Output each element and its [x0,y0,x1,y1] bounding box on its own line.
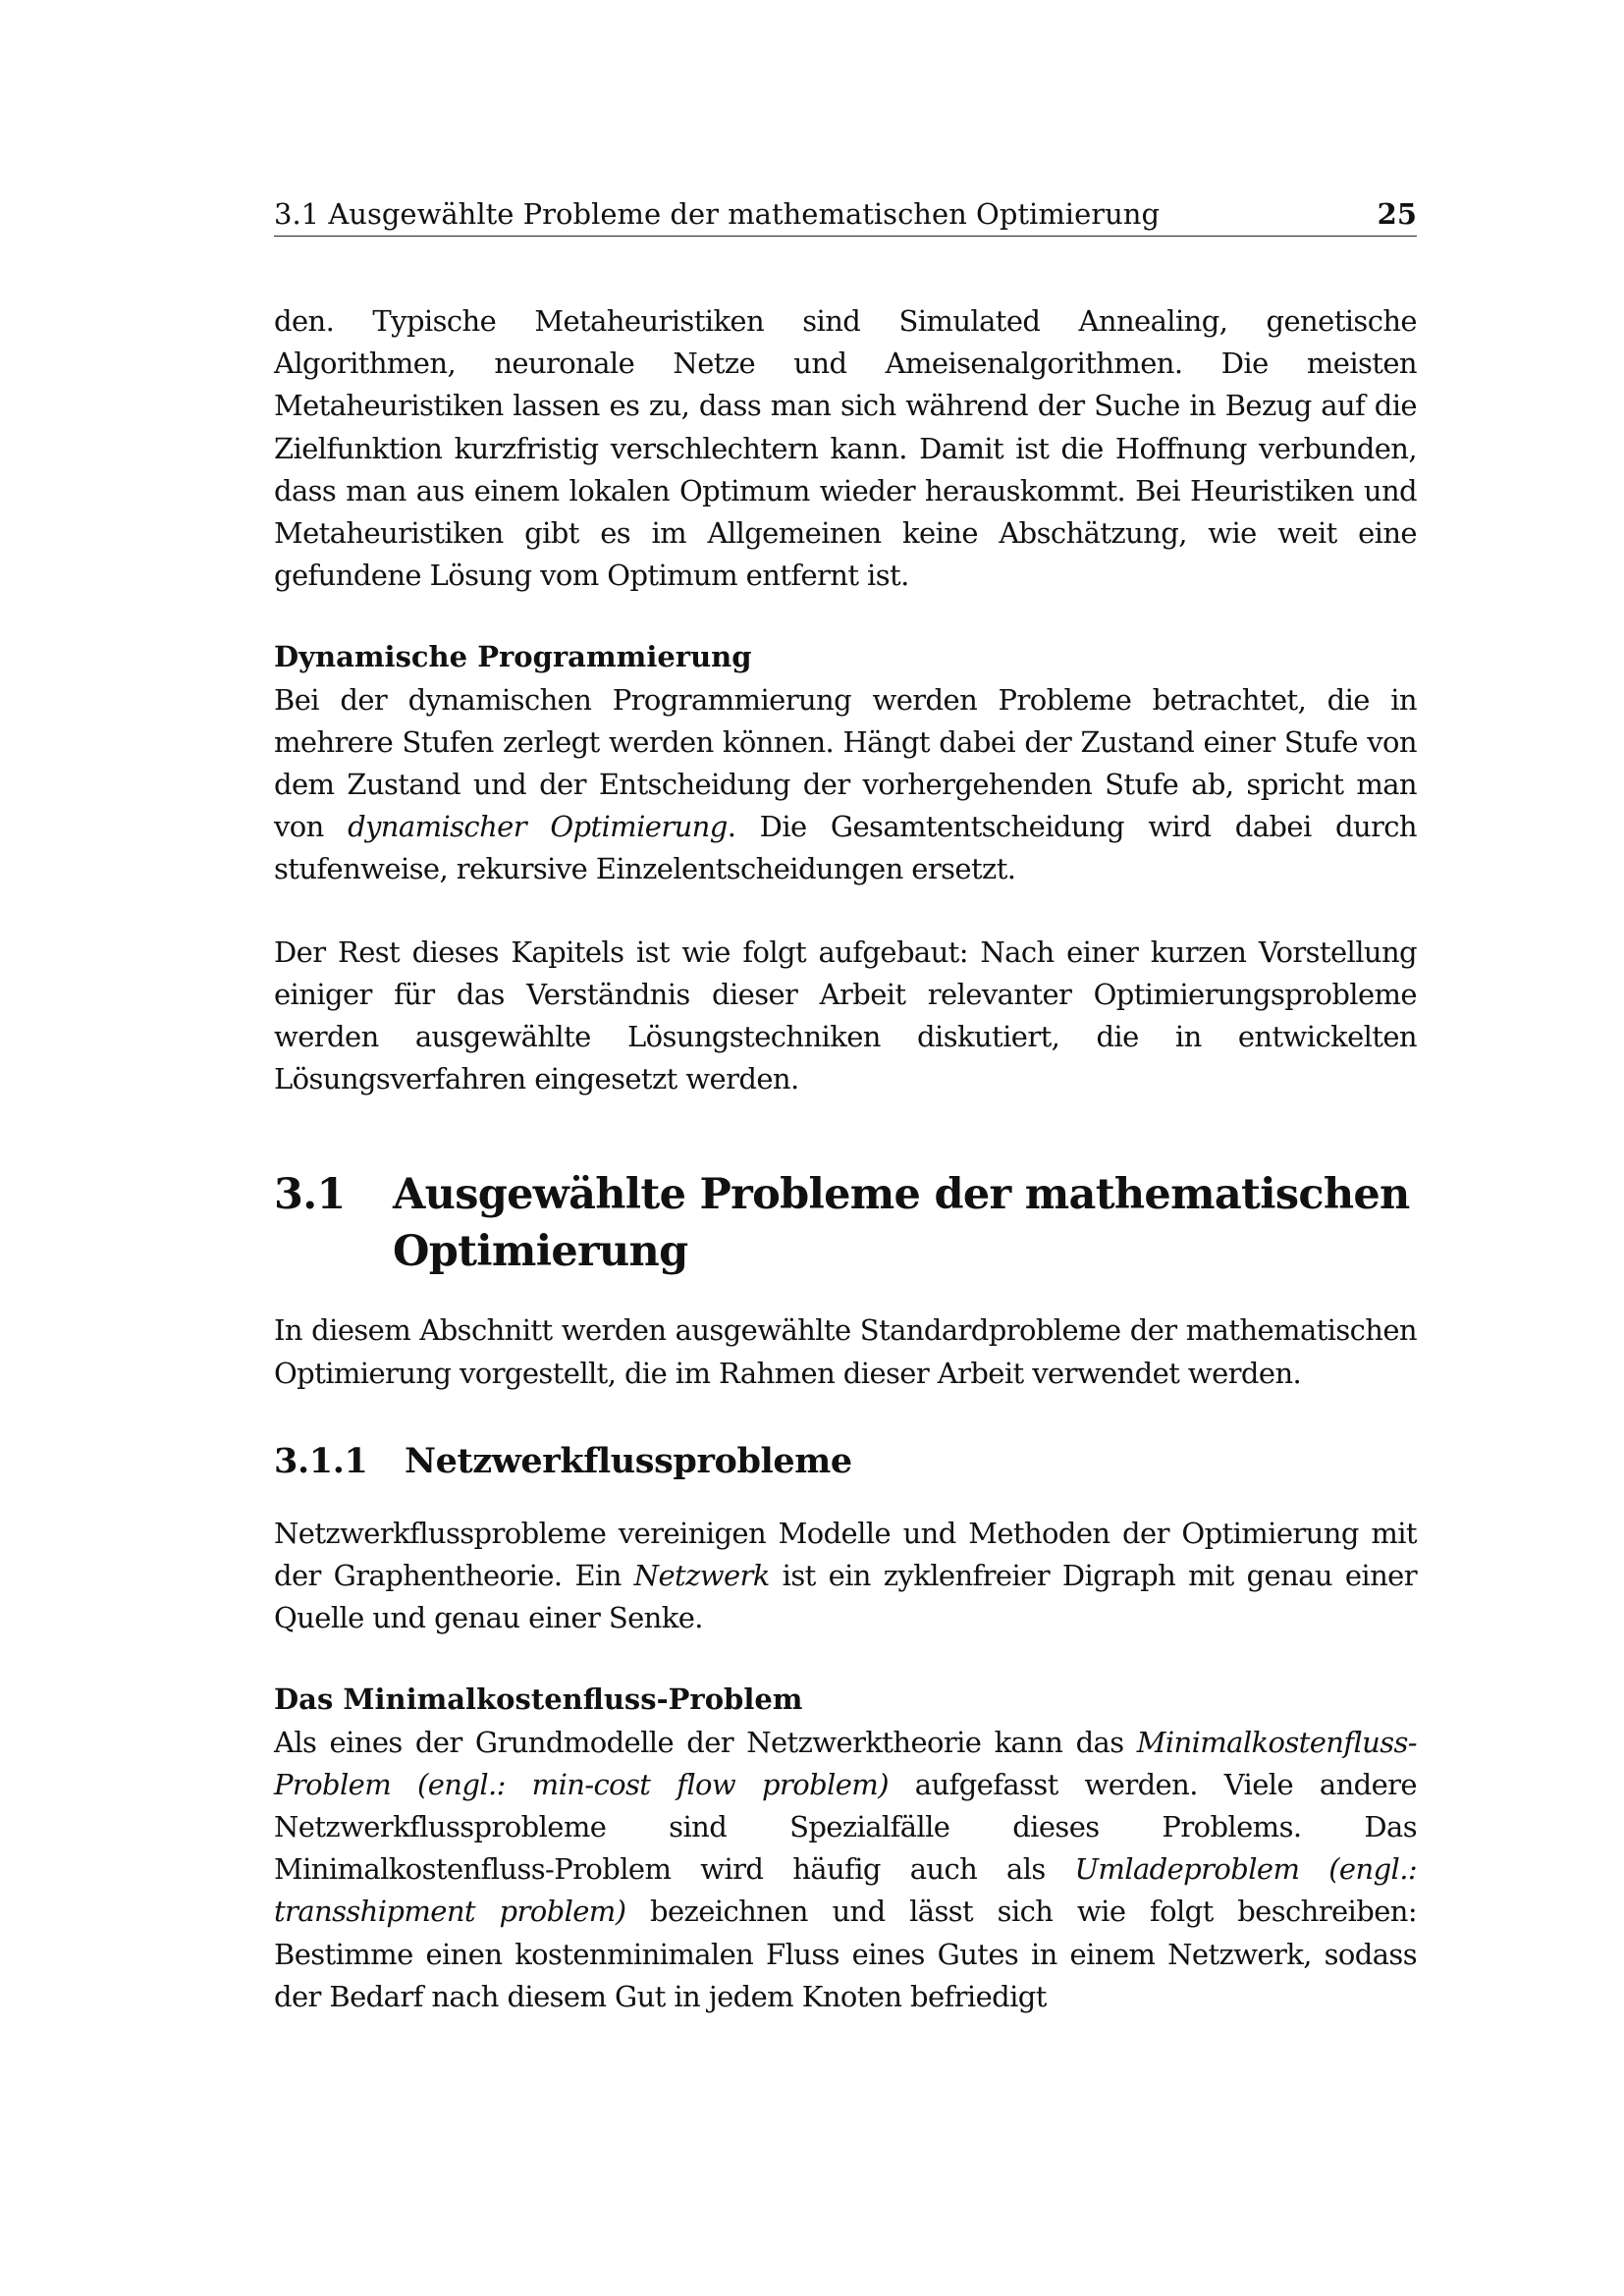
nf-text-part1: Netzwerkflussprobleme vereinigen Modelle und Methoden der Optimierung mit der Graphentheorie. Ein [274,1516,1417,1593]
dp-text-part2: . Die Gesamtentscheidung wird dabei durch stufenweise, rekursive Einzelentscheidungen ersetzt. [274,810,1418,886]
chapter-outline-paragraph: Der Rest dieses Kapitels ist wie folgt aufgebaut: Nach einer kurzen Vorstellung einiger für das Verständnis dieser Arbeit relevanter Optimierungsprobleme werden ausgewählte Lösungstechniken diskutiert, die in entwickelten Lösungsverfahren eingesetzt werden. [274,934,1417,1096]
dynamic-programming-paragraph [274,679,1417,891]
section-heading [274,1166,1417,1280]
network-flow-paragraph [274,1513,1417,1640]
mcf-text-part2: aufgefasst werden. Viele andere Netzwerkflussprobleme sind Spezialfälle dieses Problems. Das Minimalkostenfluss-Problem wird häufig auch als [274,1767,1417,1887]
dynamic-programming-block [274,636,1417,890]
subsection-heading [274,1440,1417,1483]
page-number: 25 [1377,197,1417,231]
running-title: 3.1 Ausgewählte Probleme der mathematischen Optimierung [274,197,1161,231]
dp-text-emphasis: dynamischer Optimierung [348,810,728,844]
min-cost-flow-paragraph [274,1722,1417,2018]
mcf-text-part3: bezeichnen und lässt sich wie folgt beschreiben: Bestimme einen kostenminimalen Fluss eines Gutes in einem Netzwerk, sodass der Bedarf nach diesem Gut in jedem Knoten befriedigt [274,1895,1417,2013]
min-cost-flow-block [274,1679,1417,2018]
mcf-text-emphasis2: Umladeproblem (engl.: transshipment problem) [274,1852,1418,1929]
section-number: 3.1 [274,1170,346,1220]
subsection-number: 3.1.1 [274,1440,368,1481]
nf-text-emphasis: Netzwerk [633,1559,770,1593]
running-header [274,194,1417,237]
section-intro-paragraph: In diesem Abschnitt werden ausgewählte Standardprobleme der mathematischen Optimierung vorgestellt, die im Rahmen dieser Arbeit verwendet werden. [274,1313,1417,1390]
dp-text-part1: Bei der dynamischen Programmierung werden Probleme betrachtet, die in mehrere Stufen zerlegt werden können. Hängt dabei der Zustand einer Stufe von dem Zustand und der Entscheidung der vorhergehenden Stufe ab, spricht man von [274,682,1417,844]
subsection-title: Netzwerkflussprobleme [405,1440,852,1481]
section-title: Ausgewählte Probleme der mathematischen Optimierung [393,1170,1410,1277]
mcf-text-part1: Als eines der Grundmodelle der Netzwerktheorie kann das [274,1725,1137,1759]
mcf-text-emphasis1: Minimalkostenfluss-Problem (engl.: min-cost flow problem) [274,1725,1417,1801]
continued-paragraph: den. Typische Metaheuristiken sind Simulated Annealing, genetische Algorithmen, neuronale Netze und Ameisenalgorithmen. Die meisten Metaheuristiken lassen es zu, dass man sich während der Suche in Bezug auf die Zielfunktion kurzfristig verschlechtern kann. Damit ist die Hoffnung verbunden, dass man aus einem lokalen Optimum wieder herauskommt. Bei Heuristiken und Metaheuristiken gibt es im Allgemeinen keine Abschätzung, wie weit eine gefundene Lösung vom Optimum entfernt ist. [274,304,1417,593]
nf-text-part2: ist ein zyklenfreier Digraph mit genau einer Quelle und genau einer Senke. [274,1559,1417,1635]
page-body [274,300,1417,2018]
min-cost-flow-title: Das Minimalkostenfluss-Problem [274,1682,803,1717]
dynamic-programming-title: Dynamische Programmierung [274,640,752,674]
